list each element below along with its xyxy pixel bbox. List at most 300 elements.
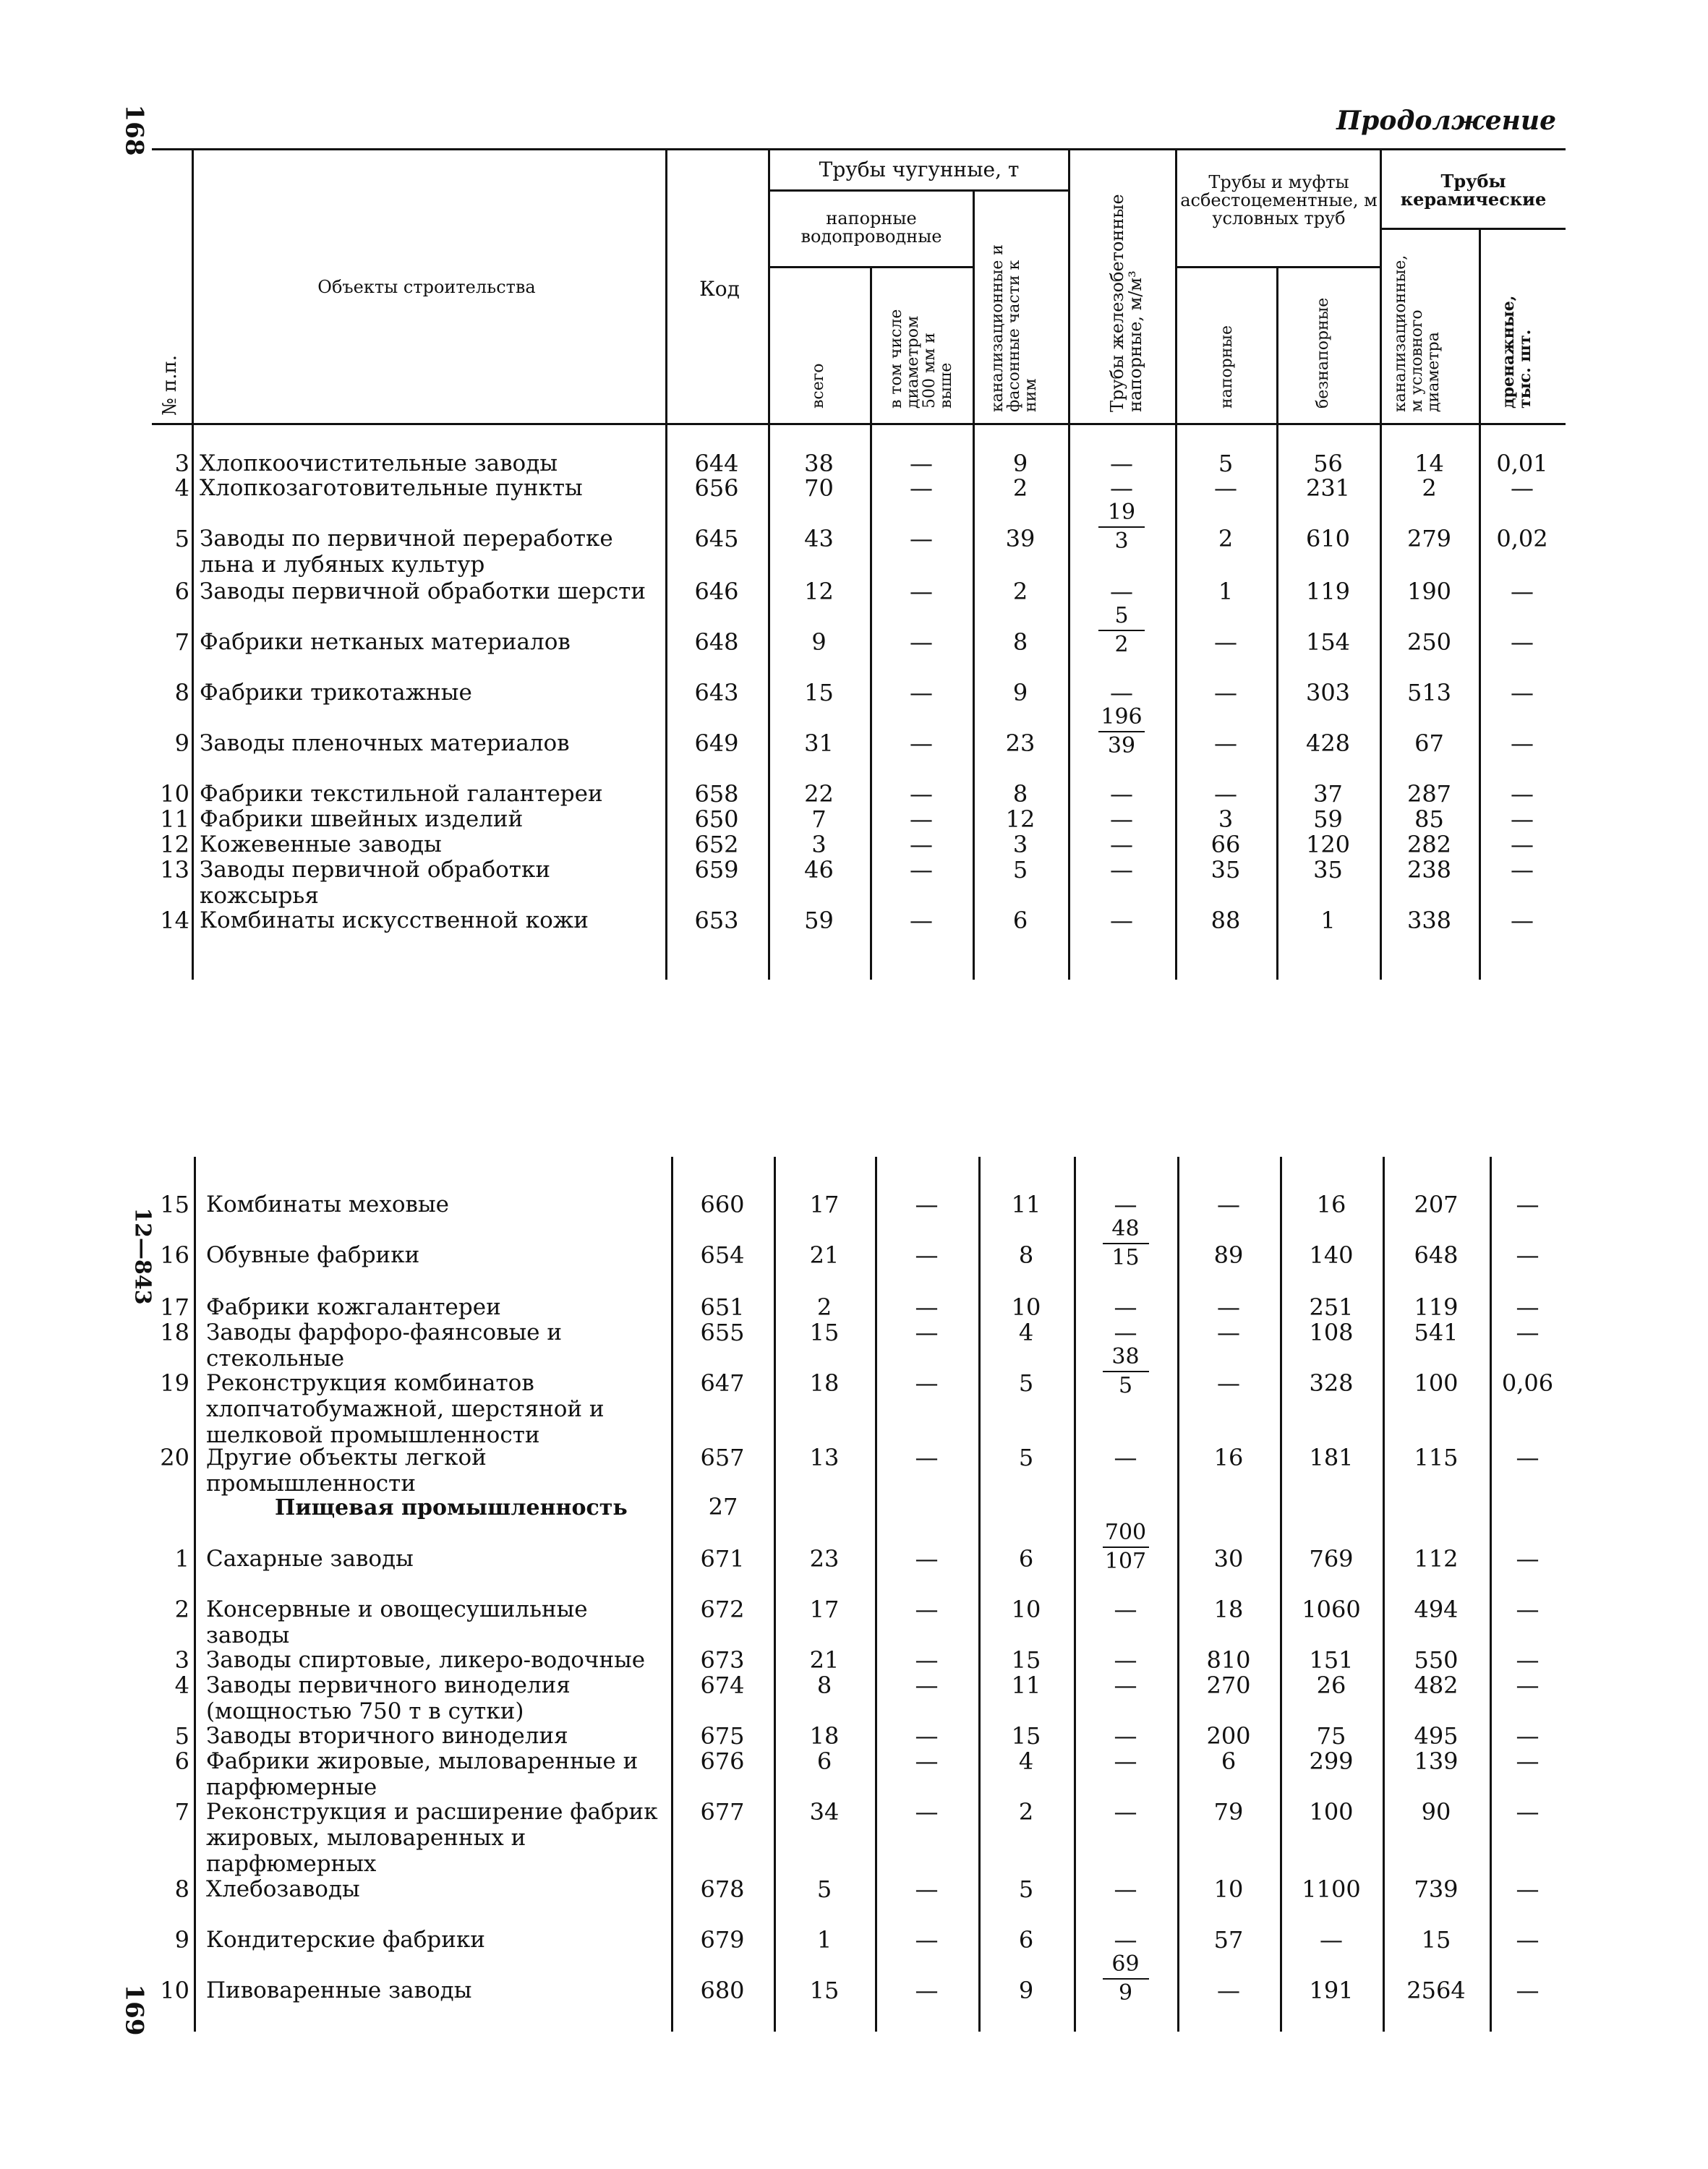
cell-d500: — bbox=[910, 628, 933, 656]
fraction-numerator: 700 bbox=[1104, 1520, 1147, 1545]
cell-sewer: 15 bbox=[1011, 1722, 1041, 1750]
cell-cer: 513 bbox=[1406, 679, 1452, 706]
cell-total: 1 bbox=[816, 1926, 832, 1954]
cell-rc: — bbox=[1110, 831, 1133, 858]
row-number: 8 bbox=[174, 1875, 189, 1903]
cell-pres: 57 bbox=[1213, 1926, 1244, 1954]
cell-drain: — bbox=[1516, 1977, 1540, 2004]
object-name: Фабрики трикотажные bbox=[200, 680, 472, 706]
cell-pres: 6 bbox=[1221, 1747, 1237, 1775]
cell-nonpres: 299 bbox=[1309, 1747, 1354, 1775]
cell-pres: — bbox=[1217, 1191, 1240, 1218]
object-name: Заводы вторичного виноделия bbox=[206, 1723, 568, 1749]
object-name: Заводы первичной обработки кожсырья bbox=[200, 857, 550, 909]
object-name: Фабрики швейных изделий bbox=[200, 806, 524, 832]
cell-pres: — bbox=[1214, 679, 1237, 706]
header-cast-iron: Трубы чугунные, т bbox=[819, 158, 1020, 181]
cell-nonpres: 769 bbox=[1309, 1545, 1354, 1573]
cell-sewer: 4 bbox=[1018, 1319, 1034, 1346]
header-sewer-fittings: канализационные и фасонные части к ним bbox=[988, 244, 1041, 412]
cell-cer: 90 bbox=[1421, 1798, 1451, 1826]
cell-d500: — bbox=[910, 730, 933, 757]
cell-drain: — bbox=[1511, 907, 1534, 934]
cell-rc: — bbox=[1114, 1722, 1137, 1750]
row-number: 7 bbox=[174, 1798, 189, 1826]
cell-d500: — bbox=[910, 831, 933, 858]
cell-drain: — bbox=[1516, 1444, 1540, 1471]
cell-drain: — bbox=[1516, 1722, 1540, 1750]
cell-pres: 3 bbox=[1218, 805, 1234, 833]
cell-total: 9 bbox=[811, 628, 827, 656]
cell-total: 43 bbox=[804, 525, 834, 552]
cell-pres: 270 bbox=[1206, 1672, 1251, 1699]
cell-d500: — bbox=[915, 1722, 939, 1750]
cell-code: 652 bbox=[694, 831, 739, 858]
cell-code: 650 bbox=[694, 805, 739, 833]
row-number: 20 bbox=[160, 1444, 189, 1471]
cell-cer: 550 bbox=[1414, 1646, 1459, 1674]
cell-rc-fraction bbox=[1093, 604, 1150, 656]
cell-drain: — bbox=[1511, 805, 1534, 833]
fraction-denominator: 15 bbox=[1111, 1245, 1140, 1270]
cell-drain: — bbox=[1511, 578, 1534, 605]
cell-code: 655 bbox=[700, 1319, 745, 1346]
cell-total: 2 bbox=[816, 1293, 832, 1321]
header-pressure: напорные bbox=[1218, 325, 1236, 408]
cell-pres: 30 bbox=[1213, 1545, 1244, 1573]
cell-drain: — bbox=[1511, 780, 1534, 808]
cell-drain: — bbox=[1511, 474, 1534, 502]
row-number: 1 bbox=[174, 1545, 189, 1573]
row-number: 10 bbox=[160, 780, 189, 808]
cell-cer: 541 bbox=[1414, 1319, 1459, 1346]
cell-rc: — bbox=[1114, 1875, 1137, 1903]
cell-rc-fraction bbox=[1093, 501, 1150, 553]
cell-sewer: 5 bbox=[1018, 1444, 1034, 1471]
cell-nonpres: 1100 bbox=[1302, 1875, 1361, 1903]
cell-nonpres: 251 bbox=[1309, 1293, 1354, 1321]
cell-sewer: 5 bbox=[1018, 1369, 1034, 1397]
header-num: № п.п. bbox=[159, 354, 181, 416]
cell-cer: 2 bbox=[1422, 474, 1437, 502]
cell-nonpres: 181 bbox=[1309, 1444, 1354, 1471]
fraction-bar bbox=[1103, 1978, 1149, 1980]
fraction-denominator: 3 bbox=[1114, 529, 1129, 554]
cell-sewer: 6 bbox=[1012, 907, 1028, 934]
cell-code: 679 bbox=[700, 1926, 745, 1954]
cell-cer: 112 bbox=[1414, 1545, 1459, 1573]
cell-d500: — bbox=[915, 1875, 939, 1903]
cell-nonpres: — bbox=[1320, 1926, 1343, 1954]
cell-nonpres: 35 bbox=[1313, 856, 1343, 884]
header-drainage: дренажные, тыс. шт. bbox=[1499, 295, 1535, 408]
header-ceramic: Трубы керамические bbox=[1400, 171, 1547, 210]
cell-nonpres: 151 bbox=[1309, 1646, 1354, 1674]
row-number: 4 bbox=[174, 474, 189, 502]
cell-cer: 115 bbox=[1414, 1444, 1459, 1471]
cell-code: 677 bbox=[700, 1798, 745, 1826]
cell-pres: 810 bbox=[1206, 1646, 1251, 1674]
cell-d500: — bbox=[910, 907, 933, 934]
cell-sewer: 11 bbox=[1011, 1191, 1041, 1218]
cell-pres: 35 bbox=[1210, 856, 1241, 884]
cell-pres: 5 bbox=[1218, 450, 1234, 477]
cell-sewer: 6 bbox=[1018, 1926, 1034, 1954]
cell-total: 15 bbox=[809, 1319, 840, 1346]
cell-code: 651 bbox=[700, 1293, 745, 1321]
table-top-rule bbox=[152, 148, 1566, 150]
cell-d500: — bbox=[915, 1747, 939, 1775]
cell-code: 672 bbox=[700, 1596, 745, 1623]
cell-rc-fraction bbox=[1097, 1218, 1155, 1270]
cell-rc-fraction bbox=[1097, 1346, 1155, 1398]
cell-code: 680 bbox=[700, 1977, 745, 2004]
cell-d500: — bbox=[915, 1926, 939, 1954]
cell-cer: 282 bbox=[1406, 831, 1452, 858]
header-code: Код bbox=[699, 277, 740, 301]
cell-sewer: 5 bbox=[1012, 856, 1028, 884]
cell-code: 673 bbox=[700, 1646, 745, 1674]
cell-total: 22 bbox=[804, 780, 834, 808]
cell-total: 5 bbox=[816, 1875, 832, 1903]
cell-sewer: 8 bbox=[1012, 628, 1028, 656]
cell-pres: 10 bbox=[1213, 1875, 1244, 1903]
cell-cer: 207 bbox=[1414, 1191, 1459, 1218]
cell-sewer: 23 bbox=[1005, 730, 1036, 757]
row-number: 10 bbox=[160, 1977, 189, 2004]
row-number: 8 bbox=[174, 679, 189, 706]
header-incl-500: в том числе диаметром 500 мм и выше bbox=[887, 309, 956, 408]
row-number: 9 bbox=[174, 1926, 189, 1954]
object-name: Кожевенные заводы bbox=[200, 831, 442, 857]
fraction-bar bbox=[1103, 1243, 1149, 1244]
cell-rc: — bbox=[1114, 1596, 1137, 1623]
cell-d500: — bbox=[915, 1444, 939, 1471]
header-total: всего bbox=[809, 363, 827, 408]
cell-cer: 287 bbox=[1406, 780, 1452, 808]
cell-d500: — bbox=[915, 1293, 939, 1321]
cell-rc: — bbox=[1110, 679, 1133, 706]
object-name: Комбинаты меховые bbox=[206, 1192, 449, 1218]
cell-total: 7 bbox=[811, 805, 827, 833]
cell-code: 647 bbox=[700, 1369, 745, 1397]
cell-total: 6 bbox=[816, 1747, 832, 1775]
cell-rc-fraction bbox=[1093, 706, 1150, 758]
row-number: 18 bbox=[160, 1319, 189, 1346]
cell-drain: — bbox=[1516, 1596, 1540, 1623]
cell-sewer: 12 bbox=[1005, 805, 1036, 833]
cell-sewer: 10 bbox=[1011, 1293, 1041, 1321]
cell-pres: 79 bbox=[1213, 1798, 1244, 1826]
cell-d500: — bbox=[915, 1977, 939, 2004]
cell-cer: 482 bbox=[1414, 1672, 1459, 1699]
cell-nonpres: 108 bbox=[1309, 1319, 1354, 1346]
cell-rc: — bbox=[1114, 1798, 1137, 1826]
cell-sewer: 8 bbox=[1012, 780, 1028, 808]
cell-d500: — bbox=[915, 1798, 939, 1826]
row-number: 12 bbox=[160, 831, 189, 858]
cell-cer: 739 bbox=[1414, 1875, 1459, 1903]
fraction-numerator: 69 bbox=[1111, 1951, 1140, 1977]
cell-sewer: 4 bbox=[1018, 1747, 1034, 1775]
cell-rc-fraction bbox=[1097, 1521, 1155, 1573]
sheet-mark: 12—843 bbox=[129, 1207, 155, 1305]
cell-drain: — bbox=[1511, 730, 1534, 757]
fraction-denominator: 2 bbox=[1114, 632, 1129, 657]
cell-total: 13 bbox=[809, 1444, 840, 1471]
object-name: Фабрики жировые, мыловаренные и парфюмерные bbox=[206, 1748, 639, 1800]
row-number: 6 bbox=[174, 578, 189, 605]
cell-total: 8 bbox=[816, 1672, 832, 1699]
cell-cer: 279 bbox=[1406, 525, 1452, 552]
cell-nonpres: 1 bbox=[1320, 907, 1336, 934]
cell-pres: 88 bbox=[1210, 907, 1241, 934]
cell-rc: — bbox=[1114, 1293, 1137, 1321]
object-name: Заводы фарфоро-фаянсовые и стекольные bbox=[206, 1319, 563, 1372]
cell-total: 23 bbox=[809, 1545, 840, 1573]
cell-sewer: 3 bbox=[1012, 831, 1028, 858]
object-name: Заводы первичного виноделия (мощностью 750 т в сутки) bbox=[206, 1672, 571, 1724]
header-rc-pipes: Трубы железобетонные напорные, м/м³ bbox=[1107, 194, 1146, 412]
cell-pres: — bbox=[1217, 1369, 1240, 1397]
object-name: Сахарные заводы bbox=[206, 1546, 414, 1572]
cell-pres: 16 bbox=[1213, 1444, 1244, 1471]
cell-nonpres: 16 bbox=[1316, 1191, 1346, 1218]
cell-d500: — bbox=[915, 1596, 939, 1623]
cell-nonpres: 428 bbox=[1305, 730, 1351, 757]
cell-d500: — bbox=[910, 578, 933, 605]
cell-drain: — bbox=[1516, 1191, 1540, 1218]
cell-drain: — bbox=[1516, 1241, 1540, 1269]
row-number: 2 bbox=[174, 1596, 189, 1623]
cell-cer: 67 bbox=[1414, 730, 1444, 757]
cell-code: 675 bbox=[700, 1722, 745, 1750]
page-number-left: 168 bbox=[119, 104, 149, 156]
cell-pres: — bbox=[1214, 780, 1237, 808]
cell-nonpres: 328 bbox=[1309, 1369, 1354, 1397]
cell-d500: — bbox=[910, 450, 933, 477]
cell-nonpres: 120 bbox=[1305, 831, 1351, 858]
cell-sewer: 2 bbox=[1012, 578, 1028, 605]
header-objects: Объекты строительства bbox=[317, 277, 536, 297]
cell-total: 21 bbox=[809, 1241, 840, 1269]
cell-d500: — bbox=[915, 1646, 939, 1674]
cell-rc: — bbox=[1114, 1191, 1137, 1218]
fraction-denominator: 9 bbox=[1118, 1980, 1133, 2006]
cell-nonpres: 231 bbox=[1305, 474, 1351, 502]
cell-cer: 139 bbox=[1414, 1747, 1459, 1775]
cell-sewer: 9 bbox=[1012, 679, 1028, 706]
object-name: Обувные фабрики bbox=[206, 1242, 420, 1268]
cell-rc: — bbox=[1114, 1926, 1137, 1954]
cell-d500: — bbox=[910, 856, 933, 884]
cell-drain: — bbox=[1516, 1798, 1540, 1826]
cell-code: 658 bbox=[694, 780, 739, 808]
cell-rc: — bbox=[1114, 1444, 1137, 1471]
object-name: Фабрики текстильной галантереи bbox=[200, 781, 603, 807]
object-name: Заводы по первичной переработке льна и лубяных культур bbox=[200, 526, 613, 578]
cell-d500: — bbox=[915, 1369, 939, 1397]
cell-d500: — bbox=[915, 1241, 939, 1269]
cell-pres: 2 bbox=[1218, 525, 1234, 552]
cell-d500: — bbox=[915, 1319, 939, 1346]
cell-total: 38 bbox=[804, 450, 834, 477]
object-name: Реконструкция и расширение фабрик жировых, мыловаренных и парфюмерных bbox=[206, 1799, 658, 1877]
cell-rc: — bbox=[1110, 856, 1133, 884]
object-name: Хлопкозаготовительные пункты bbox=[200, 475, 583, 501]
cell-cer: 190 bbox=[1406, 578, 1452, 605]
cell-total: 34 bbox=[809, 1798, 840, 1826]
fraction-numerator: 5 bbox=[1114, 603, 1129, 628]
cell-cer: 2564 bbox=[1406, 1977, 1466, 2004]
cell-rc: — bbox=[1110, 578, 1133, 605]
fraction-numerator: 19 bbox=[1107, 500, 1136, 525]
fraction-bar bbox=[1103, 1371, 1149, 1372]
row-number: 5 bbox=[174, 1722, 189, 1750]
cell-d500: — bbox=[910, 474, 933, 502]
cell-drain: — bbox=[1516, 1926, 1540, 1954]
cell-total: 17 bbox=[809, 1191, 840, 1218]
cell-sewer: 11 bbox=[1011, 1672, 1041, 1699]
cell-nonpres: 37 bbox=[1313, 780, 1343, 808]
cell-pres: 1 bbox=[1218, 578, 1234, 605]
cell-rc: — bbox=[1114, 1672, 1137, 1699]
header-subrule-ceramic bbox=[1381, 228, 1566, 230]
cell-rc: — bbox=[1110, 907, 1133, 934]
header-subrule-castiron bbox=[770, 189, 1068, 192]
row-number: 3 bbox=[174, 1646, 189, 1674]
cell-sewer: 2 bbox=[1018, 1798, 1034, 1826]
row-number: 9 bbox=[174, 730, 189, 757]
cell-nonpres: 140 bbox=[1309, 1241, 1354, 1269]
cell-rc: — bbox=[1110, 805, 1133, 833]
cell-code: 676 bbox=[700, 1747, 745, 1775]
fraction-denominator: 5 bbox=[1118, 1373, 1133, 1398]
cell-code: 646 bbox=[694, 578, 739, 605]
cell-code: 649 bbox=[694, 730, 739, 757]
fraction-bar bbox=[1098, 526, 1145, 528]
cell-total: 17 bbox=[809, 1596, 840, 1623]
cell-total: 70 bbox=[804, 474, 834, 502]
cell-drain: — bbox=[1516, 1747, 1540, 1775]
row-number: 6 bbox=[174, 1747, 189, 1775]
fraction-denominator: 39 bbox=[1107, 733, 1136, 758]
cell-rc-fraction bbox=[1097, 1953, 1155, 2005]
cell-total: 46 bbox=[804, 856, 834, 884]
cell-pres: 200 bbox=[1206, 1722, 1251, 1750]
cell-nonpres: 303 bbox=[1305, 679, 1351, 706]
header-nonpressure: безнапорные bbox=[1314, 297, 1332, 408]
cell-drain: — bbox=[1516, 1293, 1540, 1321]
section-title-food: Пищевая промышленность bbox=[275, 1495, 628, 1520]
cell-cer: 495 bbox=[1414, 1722, 1459, 1750]
row-number: 5 bbox=[174, 525, 189, 552]
cell-nonpres: 610 bbox=[1305, 525, 1351, 552]
row-number: 11 bbox=[160, 805, 189, 833]
cell-pres: — bbox=[1217, 1977, 1240, 2004]
cell-code: 656 bbox=[694, 474, 739, 502]
object-name: Заводы пленочных материалов bbox=[200, 730, 570, 756]
fraction-numerator: 38 bbox=[1111, 1344, 1140, 1369]
cell-total: 59 bbox=[804, 907, 834, 934]
cell-nonpres: 26 bbox=[1316, 1672, 1346, 1699]
cell-cer: 14 bbox=[1414, 450, 1444, 477]
page-number-right: 169 bbox=[119, 1984, 149, 2036]
cell-pres: — bbox=[1214, 628, 1237, 656]
row-number: 13 bbox=[160, 856, 189, 884]
object-name: Фабрики нетканых материалов bbox=[200, 629, 571, 655]
cell-cer: 100 bbox=[1414, 1369, 1459, 1397]
object-name: Комбинаты искусственной кожи bbox=[200, 907, 589, 933]
row-number: 14 bbox=[160, 907, 189, 934]
row-number: 3 bbox=[174, 450, 189, 477]
fraction-bar bbox=[1098, 630, 1145, 631]
row-number: 17 bbox=[160, 1293, 189, 1321]
cell-drain: — bbox=[1516, 1672, 1540, 1699]
cell-cer: 238 bbox=[1406, 856, 1452, 884]
header-asbestos: Трубы и муфты асбестоцементные, м условных труб bbox=[1180, 172, 1378, 229]
object-name: Хлебозаводы bbox=[206, 1876, 360, 1902]
cell-nonpres: 1060 bbox=[1302, 1596, 1361, 1623]
running-head: Продолжение bbox=[1336, 106, 1556, 136]
cell-pres: 18 bbox=[1213, 1596, 1244, 1623]
cell-rc: — bbox=[1110, 780, 1133, 808]
section-code-food: 27 bbox=[708, 1493, 738, 1520]
cell-code: 671 bbox=[700, 1545, 745, 1573]
cell-drain: 0,02 bbox=[1496, 525, 1548, 552]
cell-total: 21 bbox=[809, 1646, 840, 1674]
cell-d500: — bbox=[915, 1191, 939, 1218]
cell-drain: — bbox=[1516, 1646, 1540, 1674]
cell-cer: 119 bbox=[1414, 1293, 1459, 1321]
cell-rc: — bbox=[1114, 1319, 1137, 1346]
cell-nonpres: 154 bbox=[1305, 628, 1351, 656]
cell-drain: — bbox=[1511, 628, 1534, 656]
cell-drain: — bbox=[1516, 1875, 1540, 1903]
cell-code: 653 bbox=[694, 907, 739, 934]
row-number: 15 bbox=[160, 1191, 189, 1218]
header-bottom-rule bbox=[152, 423, 1566, 425]
cell-pres: — bbox=[1214, 730, 1237, 757]
cell-code: 659 bbox=[694, 856, 739, 884]
cell-total: 15 bbox=[809, 1977, 840, 2004]
cell-total: 18 bbox=[809, 1722, 840, 1750]
cell-pres: — bbox=[1214, 474, 1237, 502]
cell-cer: 648 bbox=[1414, 1241, 1459, 1269]
cell-total: 12 bbox=[804, 578, 834, 605]
object-name: Реконструкция комбинатов хлопчатобумажной, шерстяной и шелковой промышленности bbox=[206, 1370, 605, 1448]
object-name: Консервные и овощесушильные заводы bbox=[206, 1596, 588, 1648]
cell-cer: 494 bbox=[1414, 1596, 1459, 1623]
cell-code: 643 bbox=[694, 679, 739, 706]
cell-total: 3 bbox=[811, 831, 827, 858]
fraction-bar bbox=[1103, 1546, 1149, 1548]
cell-drain: — bbox=[1516, 1545, 1540, 1573]
cell-sewer: 15 bbox=[1011, 1646, 1041, 1674]
cell-drain: 0,01 bbox=[1496, 450, 1548, 477]
row-number: 16 bbox=[160, 1241, 189, 1269]
cell-code: 644 bbox=[694, 450, 739, 477]
cell-code: 660 bbox=[700, 1191, 745, 1218]
cell-sewer: 9 bbox=[1018, 1977, 1034, 2004]
object-name: Фабрики кожгалантереи bbox=[206, 1294, 501, 1320]
cell-total: 15 bbox=[804, 679, 834, 706]
cell-nonpres: 191 bbox=[1309, 1977, 1354, 2004]
header-pressure-water: напорные водопроводные bbox=[800, 208, 942, 247]
cell-drain: — bbox=[1511, 856, 1534, 884]
cell-sewer: 39 bbox=[1005, 525, 1036, 552]
cell-rc: — bbox=[1114, 1646, 1137, 1674]
